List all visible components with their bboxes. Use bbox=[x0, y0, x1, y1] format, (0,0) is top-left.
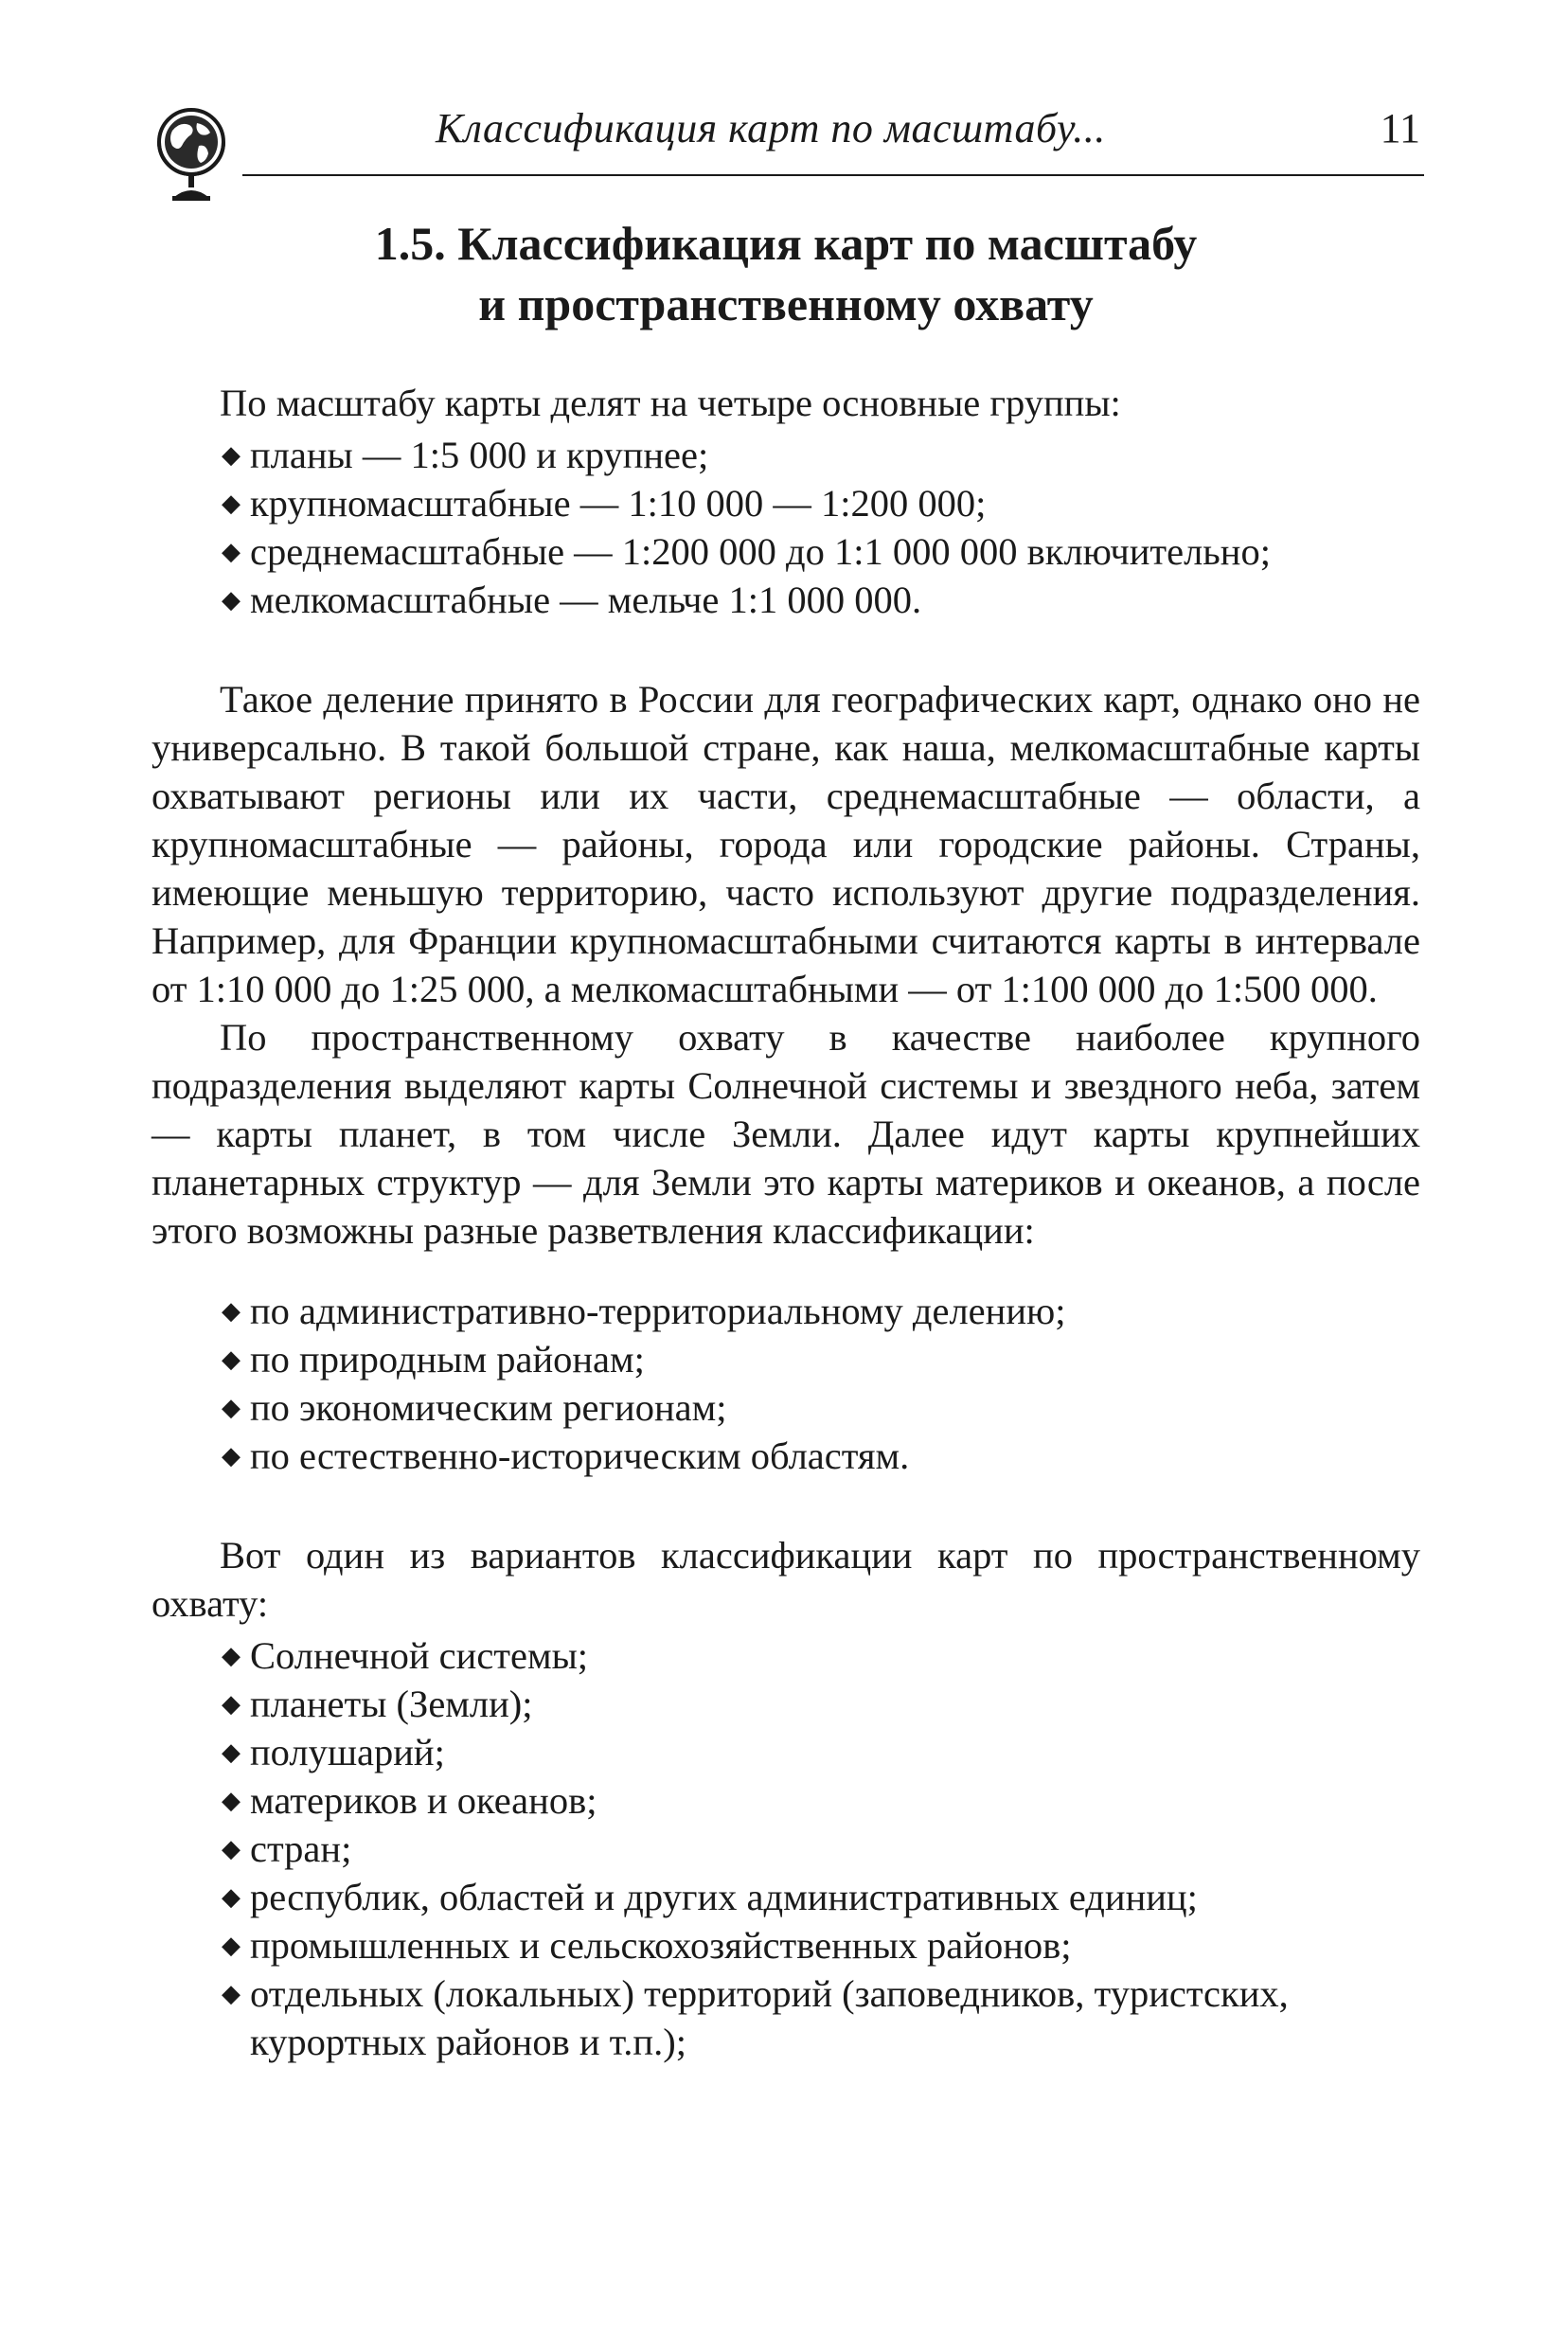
list-item: ◆ по административно-территориальному делению; bbox=[151, 1287, 1420, 1335]
scale-groups-intro: По масштабу карты делят на четыре основные группы: bbox=[220, 382, 1121, 424]
list-item: ◆ планы — 1:5 000 и крупнее; bbox=[151, 431, 1420, 479]
body-text bbox=[151, 379, 1420, 2066]
bullet-icon: ◆ bbox=[222, 1980, 241, 2007]
list-item: ◆ полушарий; bbox=[151, 1728, 1420, 1776]
scale-groups-list bbox=[151, 431, 1420, 624]
list-item: ◆ среднемасштабные — 1:200 000 до 1:1 000 000 включительно; bbox=[151, 527, 1420, 576]
paragraph-russia: Такое деление принято в России для географических карт, однако оно не универсально. В такой большой стране, как наша, мелкомасштабные карты охватывают регионы или их части, среднемасштабные — области, а крупномасштабные — районы, города или городские районы. Страны, имеющие меньшую территорию, часто используют другие подразделения. Например, для Франции крупномасштабными считаются карты в интервале от 1:10 000 до 1:25 000, а мелкомасштабными — от 1:100 000 до 1:500 000. bbox=[151, 678, 1420, 1010]
list-item: ◆ отдельных (локальных) территорий (заповедников, туристских, курортных районов и т.п.); bbox=[151, 1969, 1420, 2066]
bullet-icon: ◆ bbox=[222, 490, 241, 517]
bullet-icon: ◆ bbox=[222, 586, 241, 614]
section-heading-line-2: и пространственному охвату bbox=[478, 277, 1094, 330]
variant-list bbox=[151, 1631, 1420, 2066]
bullet-icon: ◆ bbox=[222, 1394, 241, 1421]
list-item: ◆ стран; bbox=[151, 1825, 1420, 1873]
bullet-icon: ◆ bbox=[222, 1932, 241, 1959]
bullet-icon: ◆ bbox=[222, 441, 241, 469]
bullet-icon: ◆ bbox=[222, 1642, 241, 1669]
paragraph-coverage: По пространственному охвату в качестве наиболее крупного подразделения выделяют карты Солнечной системы и звездного неба, затем — карты планет, в том числе Земли. Далее идут карты крупнейших планетарных структур — для Земли это карты материков и океанов, а после этого возможны разные разветвления классификации: bbox=[151, 1016, 1420, 1252]
running-title: Классификация карт по масштабу... bbox=[436, 105, 1106, 151]
globe-icon bbox=[151, 102, 231, 205]
list-item: ◆ республик, областей и других административных единиц; bbox=[151, 1873, 1420, 1921]
bullet-icon: ◆ bbox=[222, 1835, 241, 1862]
branch-list bbox=[151, 1287, 1420, 1480]
bullet-icon: ◆ bbox=[222, 1690, 241, 1718]
page-number: 11 bbox=[1380, 105, 1420, 151]
bullet-icon: ◆ bbox=[222, 1442, 241, 1470]
bullet-icon: ◆ bbox=[222, 1345, 241, 1373]
bullet-icon: ◆ bbox=[222, 538, 241, 565]
list-item: ◆ материков и океанов; bbox=[151, 1776, 1420, 1825]
list-item: ◆ планеты (Земли); bbox=[151, 1680, 1420, 1728]
section-heading-line-1: 1.5. Классификация карт по масштабу bbox=[374, 217, 1198, 270]
bullet-icon: ◆ bbox=[222, 1883, 241, 1911]
list-item: ◆ по естественно-историческим областям. bbox=[151, 1432, 1420, 1480]
list-item: ◆ Солнечной системы; bbox=[151, 1631, 1420, 1680]
section-heading bbox=[151, 213, 1420, 334]
bullet-icon: ◆ bbox=[222, 1297, 241, 1325]
list-item: ◆ мелкомасштабные — мельче 1:1 000 000. bbox=[151, 576, 1420, 624]
list-item: ◆ по природным районам; bbox=[151, 1335, 1420, 1383]
bullet-icon: ◆ bbox=[222, 1738, 241, 1766]
bullet-icon: ◆ bbox=[222, 1787, 241, 1814]
list-item: ◆ промышленных и сельскохозяйственных районов; bbox=[151, 1921, 1420, 1969]
list-item: ◆ крупномасштабные — 1:10 000 — 1:200 000; bbox=[151, 479, 1420, 527]
variant-intro: Вот один из вариантов классификации карт по пространственному охвату: bbox=[151, 1534, 1420, 1625]
running-header bbox=[151, 95, 1420, 180]
header-divider bbox=[242, 174, 1424, 176]
list-item: ◆ по экономическим регионам; bbox=[151, 1383, 1420, 1432]
